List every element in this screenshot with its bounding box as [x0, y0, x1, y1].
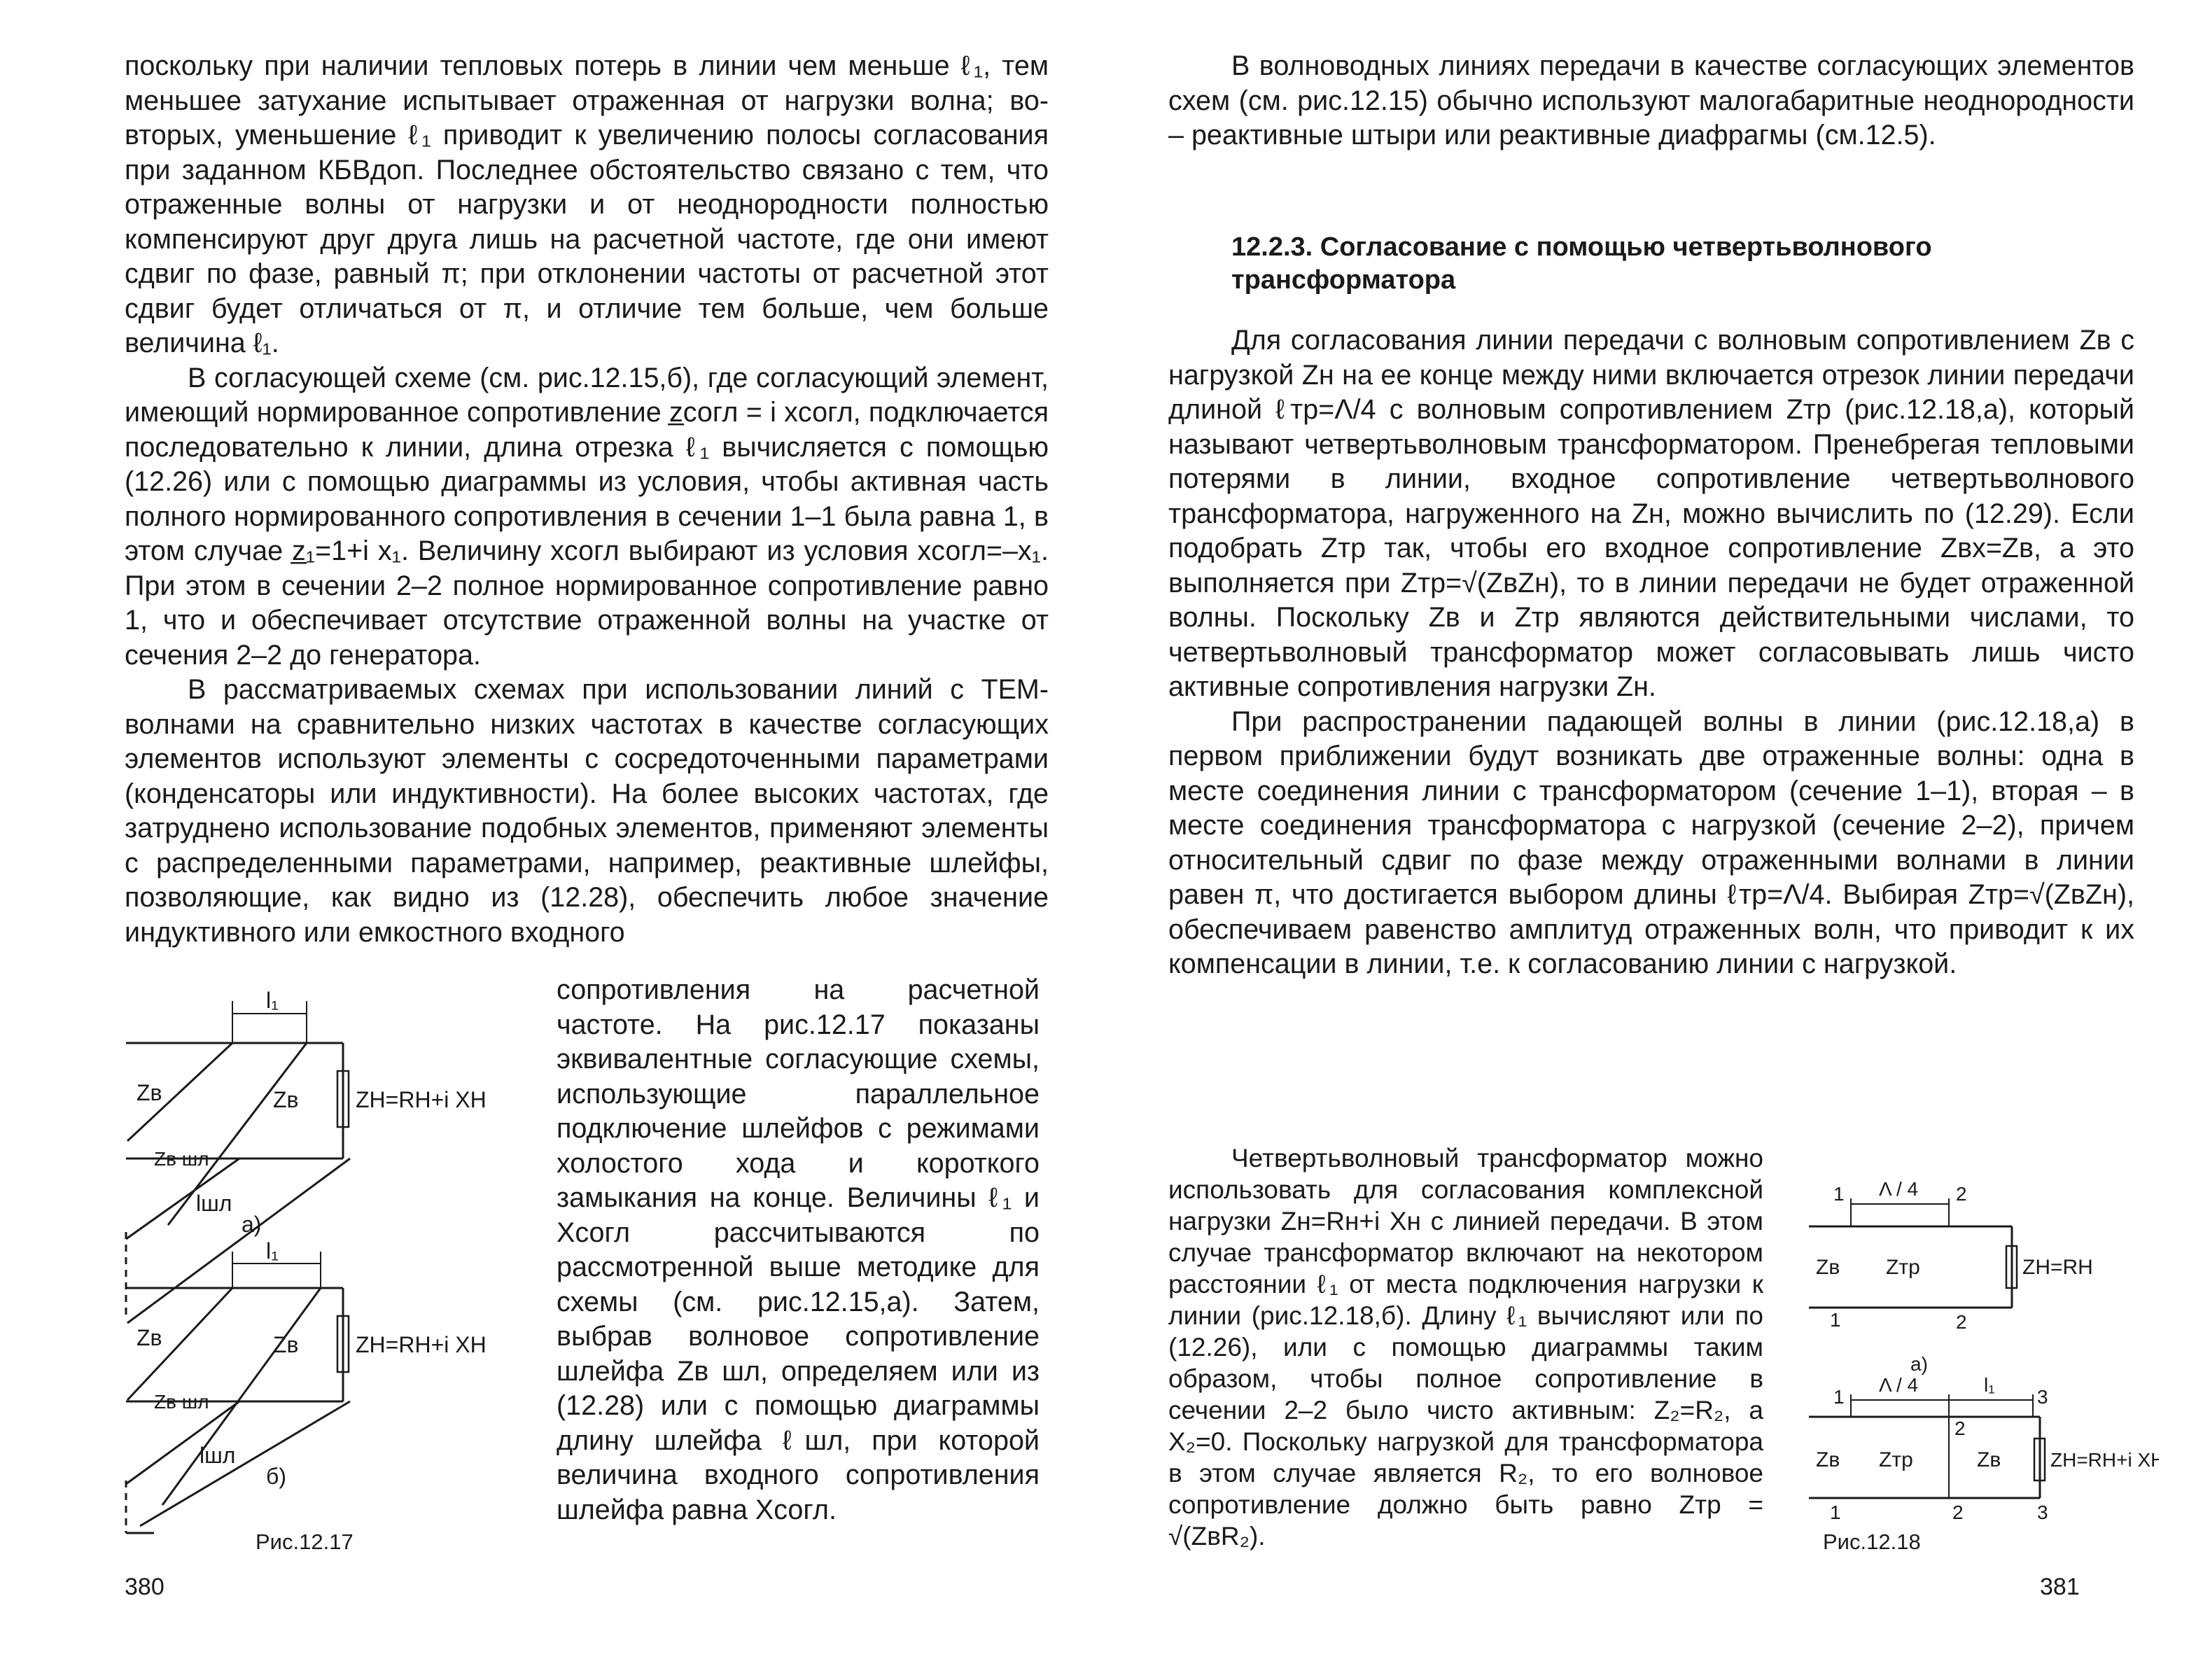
figure-12-17	[112, 987, 546, 1547]
figure-12-18	[1809, 1169, 2159, 1547]
fig17b-lshl-label: lшл	[200, 1443, 236, 1468]
fig17a-lshl-label: lшл	[196, 1191, 232, 1216]
left-main-text	[125, 49, 1049, 950]
fig17a-sub-label: а)	[242, 1212, 262, 1237]
left-paragraph-1: поскольку при наличии тепловых потерь в линии чем меньше ℓ₁, тем меньшее затухание испытывает отраженная от нагрузки волна; во-вторых, уменьшение ℓ₁ приводит к увеличению полосы согласования при заданном КБВдоп. Последнее обстоятельство связано с тем, что отраженные волны от нагрузки и от неоднородности полностью компенсируют друг друга лишь на расчетной частоте, где они имеют сдвиг по фазе, равный π; при отклонении частоты от расчетной этот сдвиг будет отличаться от π, и отличие тем больше, чем больше величина ℓ₁.	[125, 50, 1049, 358]
figure-12-17-caption: Рис.12.17	[256, 1530, 354, 1554]
fig18b-node1-top: 1	[1833, 1386, 1845, 1408]
fig17b-sub-label: б)	[266, 1464, 286, 1489]
fig17a-zv-right: Zв	[273, 1087, 299, 1112]
figure-12-17-diagram	[112, 987, 546, 1547]
figure-12-18-caption: Рис.12.18	[1823, 1530, 1921, 1554]
fig17a-zvshl-label: Zв шл	[154, 1148, 209, 1170]
fig18a-node1-top: 1	[1833, 1183, 1845, 1205]
right-intro-paragraph: В волноводных линиях передачи в качестве согласующих элементов схем (см. рис.12.15) обычно используют малогабаритные неоднородности – реактивные штыри или реактивные диафрагмы (см.12.5).	[1168, 50, 2134, 150]
fig18a-lambda4-label: Λ / 4	[1879, 1178, 1919, 1200]
fig18a-node2-top: 2	[1956, 1183, 1967, 1205]
fig18a-sub-label: а)	[1910, 1353, 1928, 1375]
fig18b-lambda4-label: Λ / 4	[1879, 1374, 1919, 1396]
fig18a-node2-bottom: 2	[1956, 1311, 1967, 1333]
right-paragraph-1: Для согласования линии передачи с волновым сопротивлением Zв с нагрузкой Zн на ее конце между ними включается отрезок линии передачи длиной ℓтр=Λ/4 с волновым сопротивлением Zтр (рис.12.18,а), который называют четвертьволновым трансформатором. Пренебрегая тепловыми потерями в линии, входное сопротивление четвертьволнового трансформатора, нагруженного на Zн, можно вычислить по (12.29). Если подобрать Zтр так, чтобы его входное сопротивление Zвх=Zв, а это выполняется при Zтр=√(ZвZн), то в линии передачи не будет отраженной волны. Поскольку Zв и Zтр являются действительными числами, то четвертьволновый трансформатор может согласовывать лишь чисто активные сопротивления нагрузки Zн.	[1168, 325, 2134, 702]
fig18a-node1-bottom: 1	[1830, 1309, 1841, 1331]
page-number-left: 380	[125, 1574, 165, 1600]
fig18a-load-label: ZН=RН	[2022, 1256, 2093, 1279]
fig17a-load-label: ZН=RН+i XН	[356, 1087, 487, 1112]
left-side-paragraph: сопротивления на расчетной частоте. На рис.12.17 показаны эквивалентные согласующие схемы, использующие параллельное подключение шлейфов с режимами холостого хода и короткого замыкания на конце. Величины ℓ₁ и Xсогл рассчитываются по рассмотренной выше методике для схемы (см. рис.12.15,а). Затем, выбрав волновое сопротивление шлейфа Zв шл, определяем или из (12.28) или с помощью диаграммы длину шлейфа ℓшл, при которой величина входного сопротивления шлейфа равна Xсогл.	[557, 974, 1040, 1525]
right-intro-text	[1168, 49, 2134, 153]
fig18b-load-label: ZН=RН+i XН	[2050, 1449, 2159, 1471]
fig18b-node3-bottom: 3	[2037, 1502, 2048, 1523]
right-paragraph-3: Четвертьволновый трансформатор можно использовать для согласования комплексной нагрузки Zн=Rн+i Xн с линией передачи. В этом случае трансформатор включают на некотором расстоянии ℓ₁ от места подключения нагрузки к линии (рис.12.18,б). Длину ℓ₁ вычисляют или по (12.26), или с помощью диаграммы таким образом, чтобы полное сопротивление в сечении 2–2 было чисто активным: Z₂=R₂, а X₂=0. Поскольку нагрузкой для трансформатора в этом случае является R₂, то его волновое сопротивление должно быть равно Zтр = √(ZвR₂).	[1168, 1144, 1763, 1550]
fig17b-l1-label: l₁	[266, 1238, 279, 1264]
fig18b-node3-top: 3	[2037, 1386, 2048, 1408]
fig18b-node2-bottom: 2	[1952, 1502, 1964, 1523]
fig17b-load-label: ZН=RН+i XН	[356, 1332, 487, 1357]
page-number-right: 381	[2040, 1574, 2080, 1600]
fig17a-zv-left: Zв	[137, 1080, 162, 1105]
fig18b-zv-left: Zв	[1816, 1448, 1840, 1471]
right-side-text	[1168, 1142, 1763, 1552]
fig18b-zv-right: Zв	[1977, 1448, 2001, 1471]
fig18b-node1-bottom: 1	[1830, 1502, 1841, 1523]
fig18a-zv-label: Zв	[1816, 1256, 1840, 1279]
fig17b-zvshl-label: Zв шл	[154, 1391, 209, 1413]
right-main-text	[1168, 323, 2134, 982]
fig18b-ztr-label: Zтр	[1879, 1448, 1913, 1471]
fig17b-zv-right: Zв	[273, 1332, 299, 1357]
right-page	[1102, 0, 2203, 1680]
figure-12-18-diagram	[1809, 1169, 2159, 1547]
left-paragraph-3: В рассматриваемых схемах при использовании линий с TEM-волнами на сравнительно низких частотах в качестве согласующих элементов используют элементы с сосредоточенными параметрами (конденсаторы или индуктивности). На более высоких частотах, где затруднено использование подобных элементов, применяют элементы с распределенными параметрами, например, реактивные шлейфы, позволяющие, как видно из (12.28), обеспечить любое значение индуктивного или емкостного входного	[125, 674, 1049, 948]
left-side-text	[557, 973, 1040, 1527]
fig17b-zv-left: Zв	[137, 1325, 162, 1350]
fig18b-node2-mid: 2	[1954, 1418, 1966, 1439]
fig17a-l1-label: l₁	[266, 988, 279, 1013]
left-paragraph-2: В согласующей схеме (см. рис.12.15,б), где согласующий элемент, имеющий нормированное сопротивление z̲согл = i xсогл, подключается последовательно к линии, длина отрезка ℓ₁ вычисляется с помощью (12.26) или с помощью диаграммы из условия, чтобы активная часть полного нормированного сопротивления в сечении 1–1 была равна 1, в этом случае z̲₁=1+i x₁. Величину xсогл выбирают из условия xсогл=–x₁. При этом в сечении 2–2 полное нормированное сопротивление равно 1, что и обеспечивает отсутствие отраженной волны на участке от сечения 2–2 до генератора.	[125, 362, 1049, 671]
fig18a-ztr-label: Zтр	[1886, 1256, 1920, 1279]
section-heading: 12.2.3. Согласование с помощью четвертьволнового трансформатора	[1231, 232, 1932, 295]
right-paragraph-2: При распространении падающей волны в линии (рис.12.18,а) в первом приближении будут возникать две отраженные волны: одна в месте соединения линии с трансформатором (сечение 1–1), вторая – в месте соединения трансформатора с нагрузкой (сечение 2–2), причем относительный сдвиг по фазе между отраженными волнами в линии равен π, что достигается выбором длины ℓтр=Λ/4. Выбирая Zтр=√(ZвZн), обеспечиваем равенство амплитуд отраженных волн, что приводит к их компенсации в линии, т.е. к согласованию линии с нагрузкой.	[1168, 706, 2134, 979]
fig18b-l1-label: l₁	[1984, 1374, 1995, 1396]
